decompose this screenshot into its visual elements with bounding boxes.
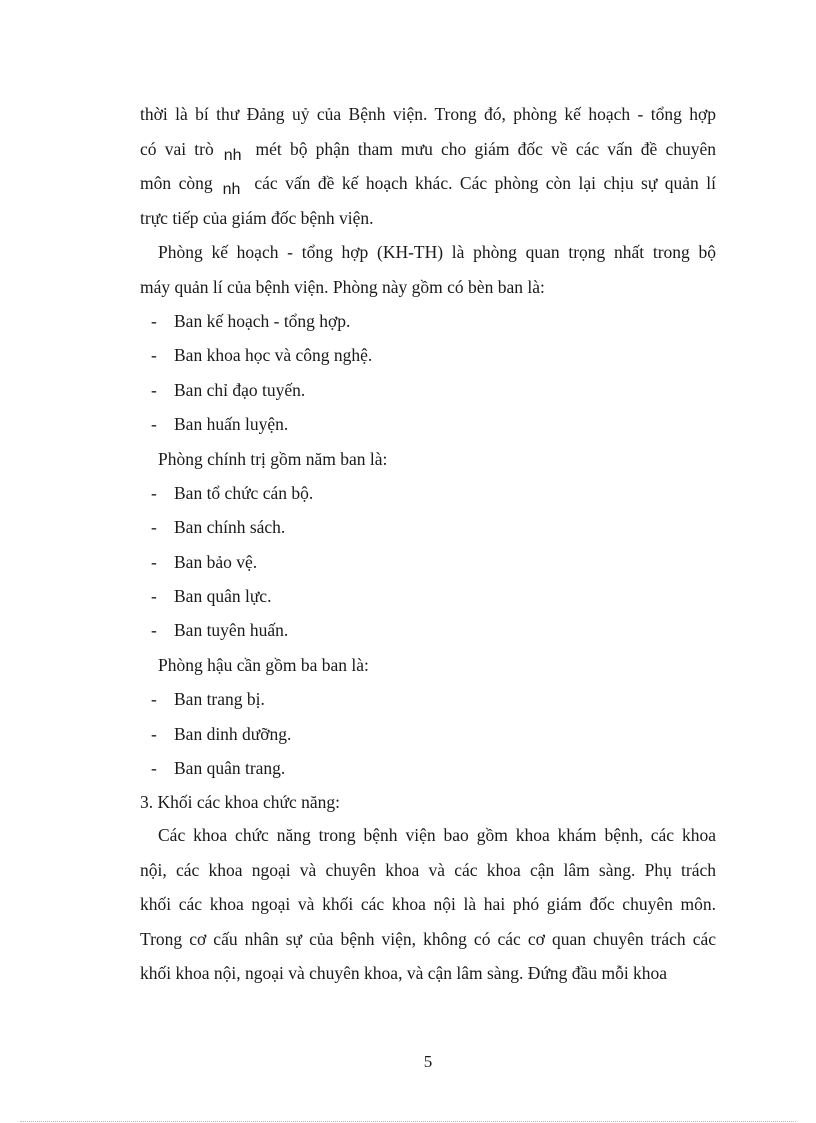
list-item: Ban khoa học và công nghệ.	[174, 345, 373, 365]
list-item: Ban quân lực.	[174, 586, 272, 606]
list-item: Ban trang bị.	[174, 689, 265, 709]
list-item: Ban kế hoạch - tổng hợp.	[174, 311, 351, 331]
paragraph1-line4: trực tiếp của giám đốc bệnh viện.	[140, 208, 374, 228]
list-dash: -	[151, 345, 157, 365]
list-item: Ban tuyên huấn.	[174, 620, 289, 640]
paragraph2-line1: Phòng kế hoạch - tổng hợp (KH-TH) là phòng quan trọng nhất trong bộ	[158, 242, 716, 262]
list-dash: -	[151, 311, 157, 331]
list-dash: -	[151, 483, 157, 503]
list-dash: -	[151, 724, 157, 744]
logistics-intro: Phòng hậu cần gồm ba ban là:	[158, 655, 369, 675]
paragraph2-line2: máy quản lí của bệnh viện. Phòng này gồm có bèn ban là:	[140, 277, 545, 297]
section3-heading: 3. Khối các khoa chức năng:	[140, 792, 340, 812]
garbled-glyph: nh	[223, 147, 242, 164]
page-bottom-divider	[20, 1121, 796, 1122]
paragraph1-line2-start: có vai trò	[140, 139, 214, 159]
list-item: Ban dinh dưỡng.	[174, 724, 292, 744]
list-item: Ban chính sách.	[174, 517, 286, 537]
paragraph1-line3-end: các vấn đề kế hoạch khác. Các phòng còn lại chịu sự quản lí	[254, 173, 716, 193]
list-dash: -	[151, 620, 157, 640]
list-dash: -	[151, 689, 157, 709]
list-item: Ban tổ chức cán bộ.	[174, 483, 314, 503]
list-dash: -	[151, 758, 157, 778]
list-dash: -	[151, 380, 157, 400]
paragraph3-line1: Các khoa chức năng trong bệnh viện bao gồm khoa khám bệnh, các khoa	[158, 825, 716, 845]
paragraph3-line4: Trong cơ cấu nhân sự của bệnh viện, không có các cơ quan chuyên trách các	[140, 929, 716, 949]
list-dash: -	[151, 552, 157, 572]
list-item: Ban chỉ đạo tuyến.	[174, 380, 306, 400]
paragraph1-line3-start: môn còng	[140, 173, 213, 193]
paragraph3-line3: khối các khoa ngoại và khối các khoa nội là hai phó giám đốc chuyên môn.	[140, 894, 716, 914]
list-dash: -	[151, 517, 157, 537]
list-dash: -	[151, 414, 157, 434]
page-number: 5	[423, 1052, 433, 1071]
paragraph1-line1: thời là bí thư Đảng uỷ của Bệnh viện. Trong đó, phòng kế hoạch - tổng hợp	[140, 104, 716, 124]
paragraph3-line2: nội, các khoa ngoại và chuyên khoa và các khoa cận lâm sàng. Phụ trách	[140, 860, 716, 880]
list-item: Ban bảo vệ.	[174, 552, 258, 572]
paragraph3-line5: khối khoa nội, ngoại và chuyên khoa, và cận lâm sàng. Đứng đầu mỗi khoa	[140, 963, 668, 983]
paragraph1-line3	[140, 173, 716, 198]
paragraph1-line2-end: mét bộ phận tham mưu cho giám đốc về các vấn đề chuyên	[255, 139, 717, 159]
list-dash: -	[151, 586, 157, 606]
political-intro: Phòng chính trị gồm năm ban là:	[158, 449, 388, 469]
paragraph1-line2	[140, 139, 717, 164]
list-item: Ban quân trang.	[174, 758, 286, 778]
list-item: Ban huấn luyện.	[174, 414, 289, 434]
garbled-glyph: nh	[222, 181, 241, 198]
